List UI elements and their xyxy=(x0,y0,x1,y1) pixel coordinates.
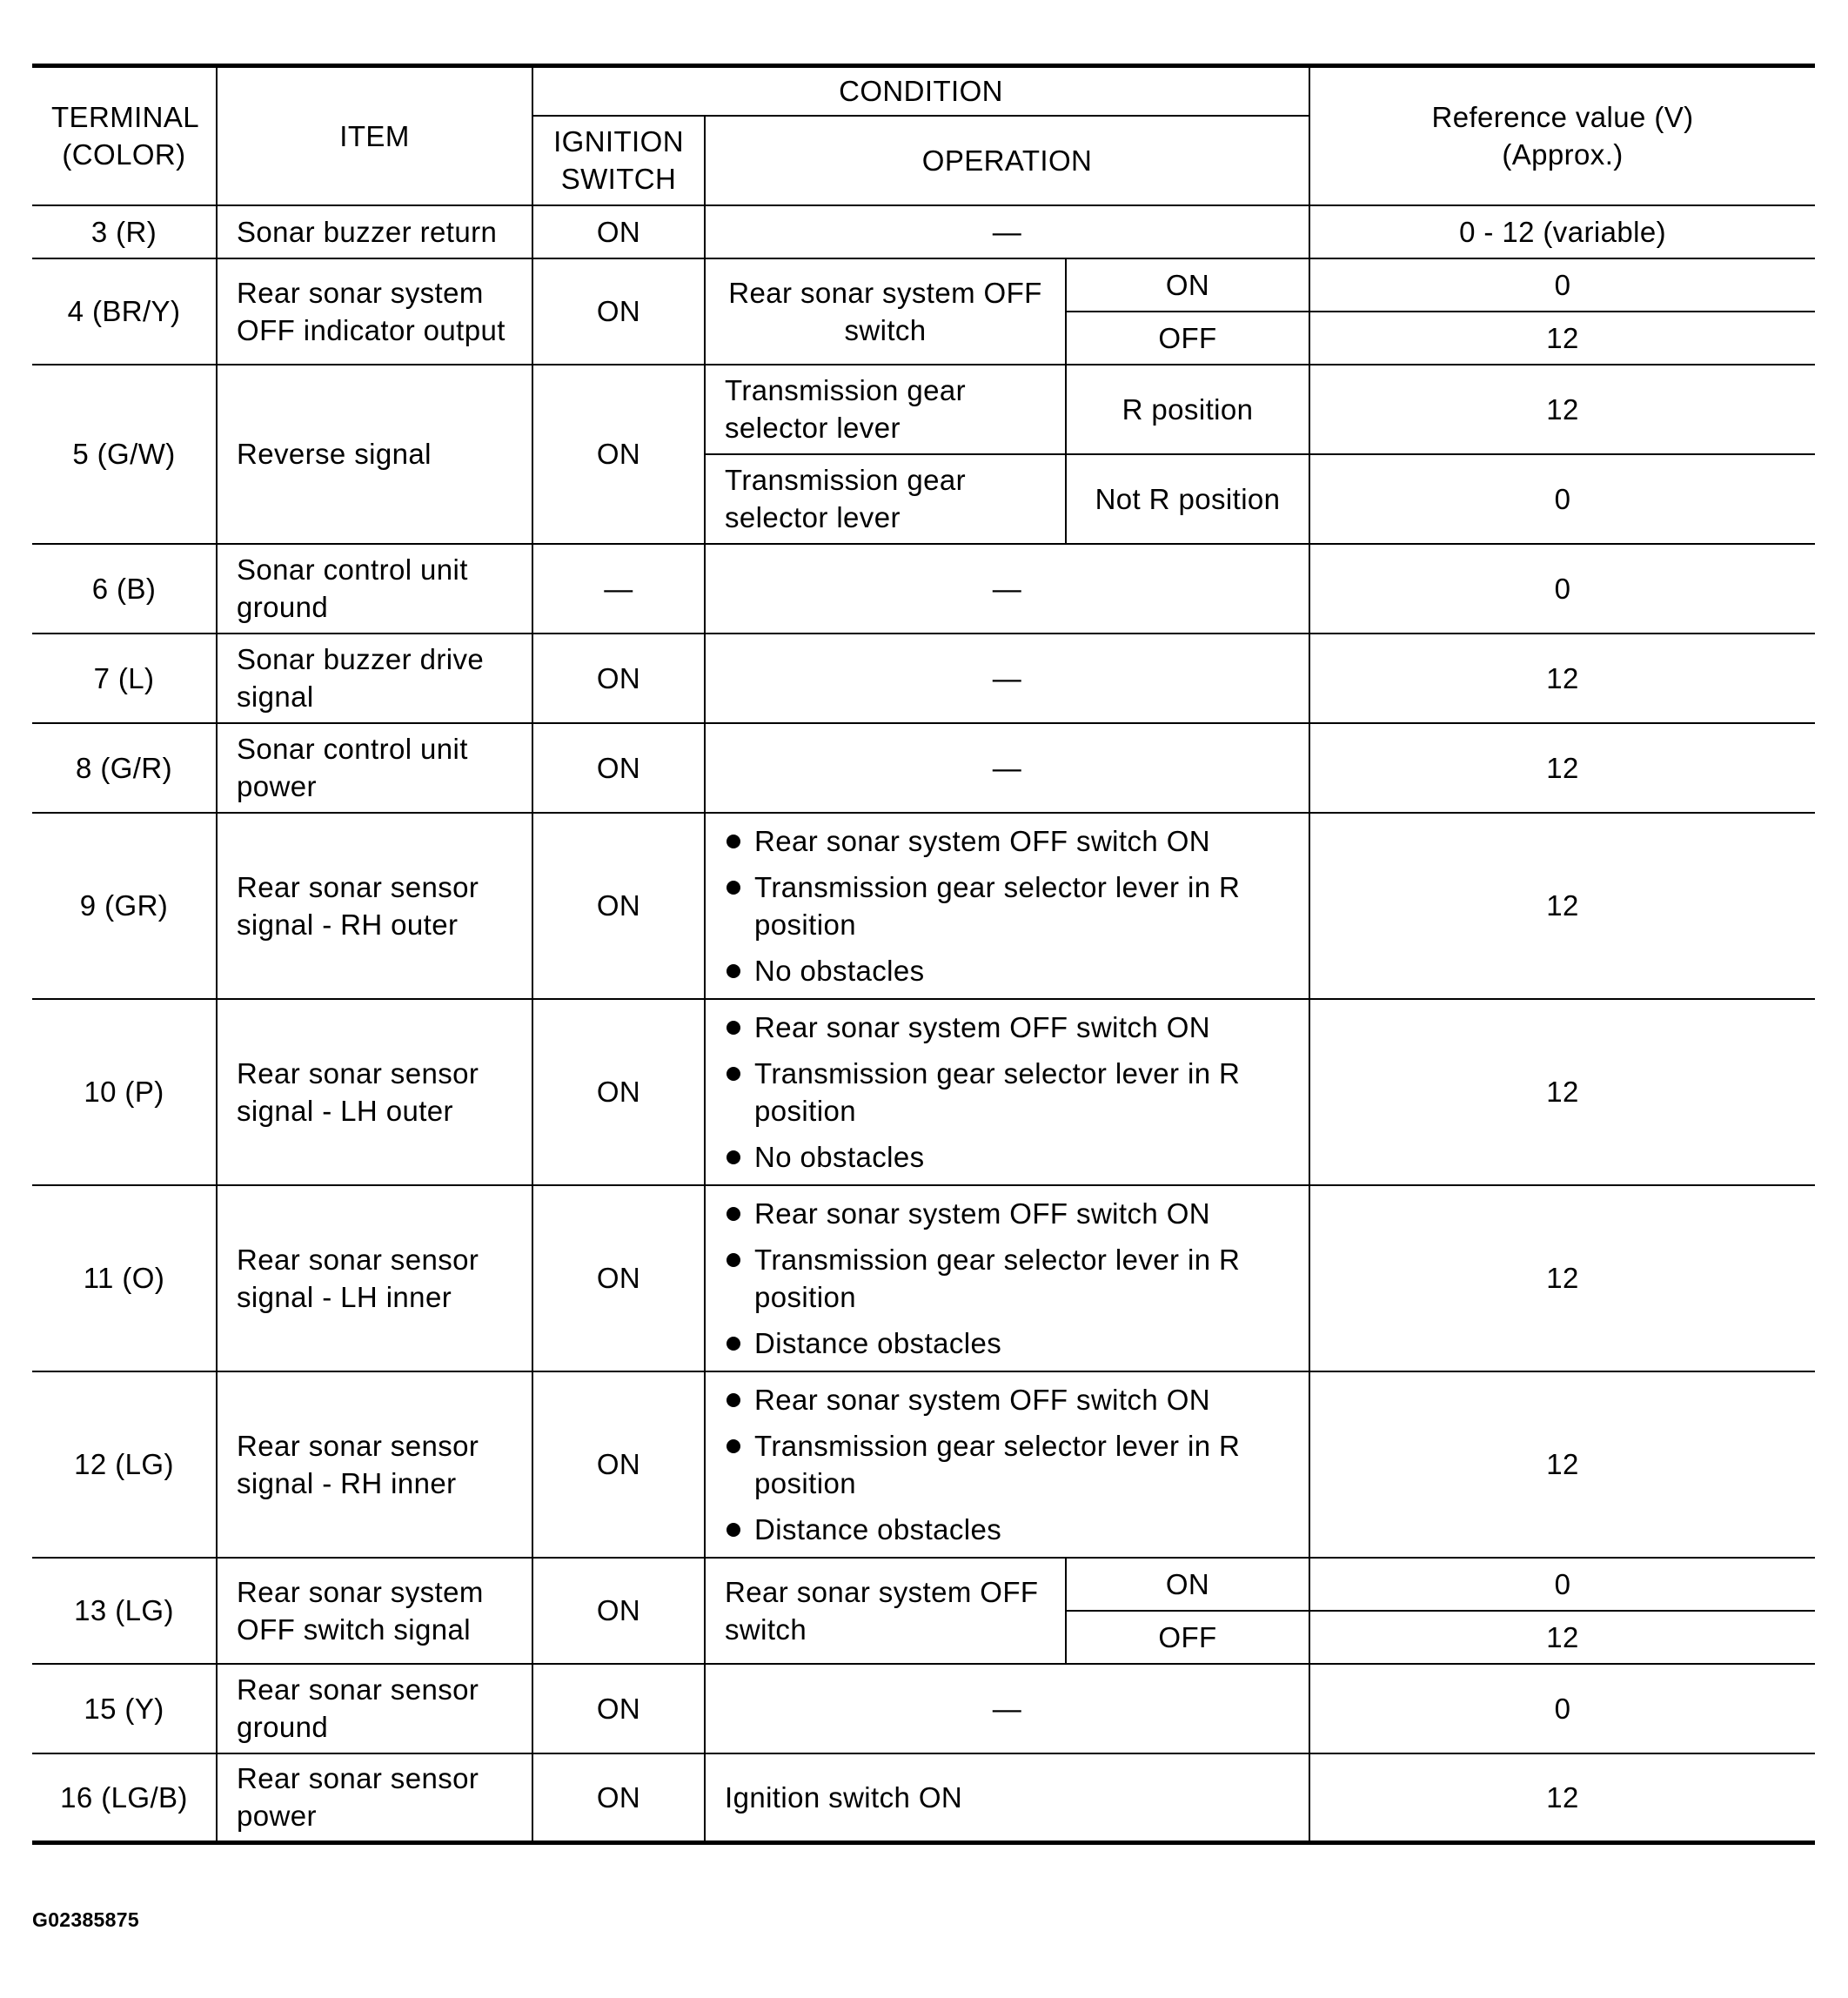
item-cell: Rear sonar system OFF switch signal xyxy=(217,1558,532,1664)
operation-cell: — xyxy=(705,723,1309,813)
terminal-cell: 15 (Y) xyxy=(32,1664,217,1753)
item-cell: Sonar buzzer return xyxy=(217,205,532,258)
value-cell: 12 xyxy=(1309,1371,1815,1558)
ignition-cell: ON xyxy=(532,1185,705,1371)
terminal-cell: 3 (R) xyxy=(32,205,217,258)
operation-cell: Rear sonar system OFF switch xyxy=(705,1558,1066,1664)
table-row xyxy=(32,1558,1815,1611)
item-cell: Sonar control unit ground xyxy=(217,544,532,634)
terminal-cell: 12 (LG) xyxy=(32,1371,217,1558)
header-item: ITEM xyxy=(217,66,532,205)
ignition-cell: ON xyxy=(532,634,705,723)
ignition-cell: ON xyxy=(532,813,705,999)
ignition-cell: — xyxy=(532,544,705,634)
list-item: No obstacles xyxy=(725,952,1289,989)
ignition-cell: ON xyxy=(532,723,705,813)
table-row xyxy=(32,723,1815,813)
ignition-cell: ON xyxy=(532,205,705,258)
table-row xyxy=(32,999,1815,1185)
table-row xyxy=(32,1371,1815,1558)
terminal-cell: 6 (B) xyxy=(32,544,217,634)
value-cell: 12 xyxy=(1309,1753,1815,1843)
value-cell: 0 xyxy=(1309,454,1815,544)
state-cell: ON xyxy=(1066,258,1309,312)
header-terminal: TERMINAL (COLOR) xyxy=(32,66,217,205)
terminal-reference-table xyxy=(32,64,1815,1845)
ignition-cell: ON xyxy=(532,999,705,1185)
operation-cell xyxy=(705,1371,1309,1558)
header-ignition: IGNITION SWITCH xyxy=(532,116,705,205)
condition-list xyxy=(725,1009,1289,1176)
value-cell: 0 - 12 (variable) xyxy=(1309,205,1815,258)
header-condition: CONDITION xyxy=(532,66,1309,116)
item-cell: Rear sonar sensor signal - RH inner xyxy=(217,1371,532,1558)
table-row xyxy=(32,365,1815,454)
table-row xyxy=(32,1753,1815,1843)
state-cell: OFF xyxy=(1066,1611,1309,1664)
item-cell: Rear sonar sensor signal - LH inner xyxy=(217,1185,532,1371)
value-cell: 12 xyxy=(1309,813,1815,999)
list-item: Rear sonar system OFF switch ON xyxy=(725,1381,1289,1418)
list-item: Transmission gear selector lever in R position xyxy=(725,1427,1289,1502)
list-item: Transmission gear selector lever in R position xyxy=(725,1055,1289,1130)
operation-cell xyxy=(705,813,1309,999)
table-row xyxy=(32,544,1815,634)
header-reference: Reference value (V) (Approx.) xyxy=(1309,66,1815,205)
value-cell: 0 xyxy=(1309,1558,1815,1611)
operation-cell xyxy=(705,1185,1309,1371)
header-row xyxy=(32,66,1815,116)
value-cell: 12 xyxy=(1309,312,1815,365)
ignition-cell: ON xyxy=(532,258,705,365)
header-operation: OPERATION xyxy=(705,116,1309,205)
terminal-cell: 4 (BR/Y) xyxy=(32,258,217,365)
operation-cell: Transmission gear selector lever xyxy=(705,365,1066,454)
value-cell: 0 xyxy=(1309,544,1815,634)
value-cell: 12 xyxy=(1309,999,1815,1185)
value-cell: 0 xyxy=(1309,1664,1815,1753)
operation-cell: Rear sonar system OFF switch xyxy=(705,258,1066,365)
value-cell: 12 xyxy=(1309,723,1815,813)
terminal-cell: 7 (L) xyxy=(32,634,217,723)
value-cell: 12 xyxy=(1309,634,1815,723)
ignition-cell: ON xyxy=(532,1664,705,1753)
list-item: Rear sonar system OFF switch ON xyxy=(725,1195,1289,1232)
list-item: Transmission gear selector lever in R position xyxy=(725,1241,1289,1316)
item-cell: Rear sonar sensor power xyxy=(217,1753,532,1843)
item-cell: Rear sonar sensor signal - LH outer xyxy=(217,999,532,1185)
state-cell: ON xyxy=(1066,1558,1309,1611)
table-row xyxy=(32,1664,1815,1753)
list-item: Rear sonar system OFF switch ON xyxy=(725,1009,1289,1046)
list-item: Distance obstacles xyxy=(725,1324,1289,1362)
list-item: Rear sonar system OFF switch ON xyxy=(725,822,1289,860)
terminal-cell: 10 (P) xyxy=(32,999,217,1185)
condition-list xyxy=(725,1381,1289,1548)
terminal-cell: 8 (G/R) xyxy=(32,723,217,813)
condition-list xyxy=(725,1195,1289,1362)
operation-cell: — xyxy=(705,1664,1309,1753)
ignition-cell: ON xyxy=(532,1371,705,1558)
condition-list xyxy=(725,822,1289,989)
operation-cell: Transmission gear selector lever xyxy=(705,454,1066,544)
terminal-cell: 5 (G/W) xyxy=(32,365,217,544)
terminal-cell: 11 (O) xyxy=(32,1185,217,1371)
item-cell: Rear sonar sensor signal - RH outer xyxy=(217,813,532,999)
ignition-cell: ON xyxy=(532,1753,705,1843)
item-cell: Rear sonar sensor ground xyxy=(217,1664,532,1753)
state-cell: OFF xyxy=(1066,312,1309,365)
terminal-cell: 13 (LG) xyxy=(32,1558,217,1664)
value-cell: 12 xyxy=(1309,1611,1815,1664)
operation-cell: — xyxy=(705,544,1309,634)
table-row xyxy=(32,634,1815,723)
item-cell: Rear sonar system OFF indicator output xyxy=(217,258,532,365)
terminal-cell: 9 (GR) xyxy=(32,813,217,999)
table-row xyxy=(32,205,1815,258)
list-item: Distance obstacles xyxy=(725,1511,1289,1548)
figure-id: G02385875 xyxy=(32,1908,139,1931)
value-cell: 12 xyxy=(1309,1185,1815,1371)
table-row xyxy=(32,1185,1815,1371)
operation-cell: — xyxy=(705,634,1309,723)
item-cell: Sonar buzzer drive signal xyxy=(217,634,532,723)
terminal-cell: 16 (LG/B) xyxy=(32,1753,217,1843)
list-item: No obstacles xyxy=(725,1138,1289,1176)
state-cell: Not R position xyxy=(1066,454,1309,544)
list-item: Transmission gear selector lever in R position xyxy=(725,868,1289,943)
table-row xyxy=(32,813,1815,999)
operation-cell xyxy=(705,999,1309,1185)
ignition-cell: ON xyxy=(532,1558,705,1664)
value-cell: 0 xyxy=(1309,258,1815,312)
state-cell: R position xyxy=(1066,365,1309,454)
item-cell: Sonar control unit power xyxy=(217,723,532,813)
item-cell: Reverse signal xyxy=(217,365,532,544)
operation-cell: — xyxy=(705,205,1309,258)
ignition-cell: ON xyxy=(532,365,705,544)
value-cell: 12 xyxy=(1309,365,1815,454)
table-row xyxy=(32,258,1815,312)
operation-cell: Ignition switch ON xyxy=(705,1753,1309,1843)
